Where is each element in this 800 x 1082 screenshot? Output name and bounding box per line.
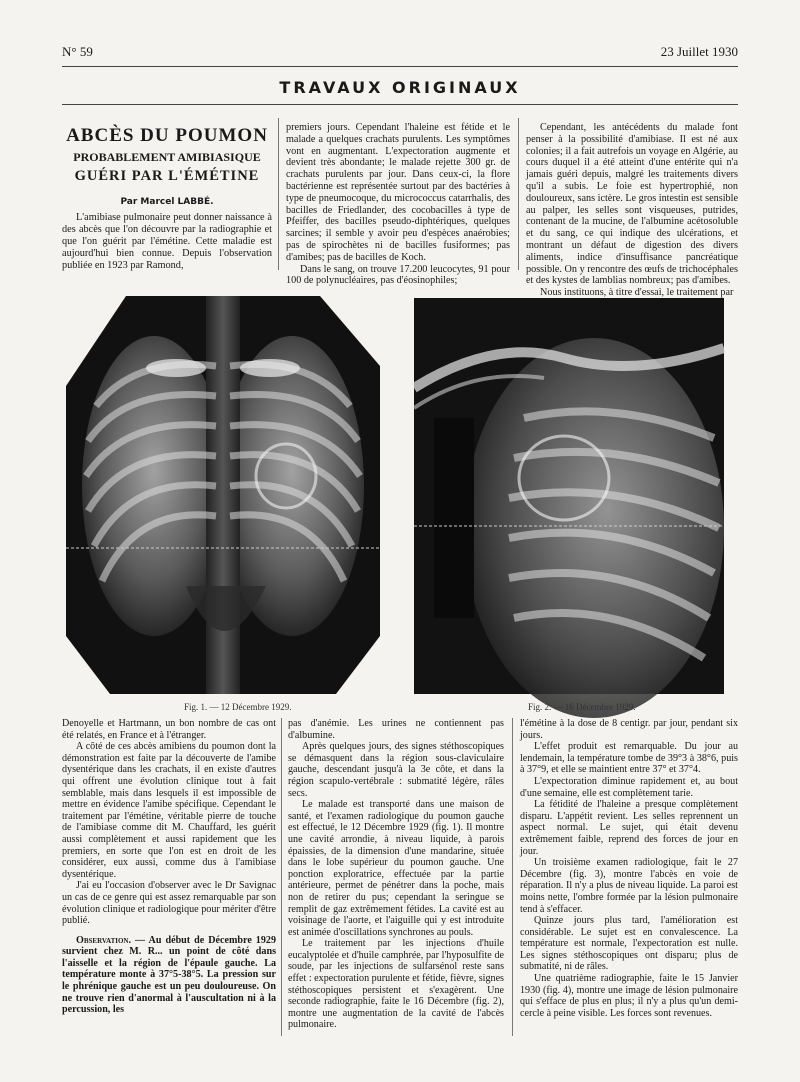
- observation-text: — Au début de Décembre 1929 survient chez M. R... un point de côté dans l'aisselle et la région de l'épaule gauche. La température monte à 37°5-38°5. La pression sur le phrénique gauche est un peu douloureuse. On ne trouve rien d'anormal à l'auscultation ni à la percussion, les: [62, 934, 276, 1016]
- top-column-1: [62, 212, 272, 270]
- paragraph: Quinze jours plus tard, l'amélioration est considérable. Le sujet est en convalescence. La température est normale, l'expectoration est nulle. Les signes stéthoscopiques ont disparu; plus de submatité, ni de râles.: [520, 915, 738, 973]
- column-divider: [512, 718, 513, 1036]
- paragraph: Un troisième examen radiologique, fait le 27 Décembre (fig. 3), montre l'abcès en voie de réparation. Il n'y a plus de niveau liquide. La paroi est moins nette, l'ombre formée par la lésion pulmonaire tend à s'effacer.: [520, 857, 738, 915]
- observation-paragraph: [62, 935, 276, 1016]
- paragraph: Après quelques jours, des signes stéthoscopiques se démasquent dans la région sous-claviculaire gauche, descendant jusqu'à la 3e côte, et dans la région scapulo-vertébrale : submatité légère, râles secs.: [288, 741, 504, 799]
- article-title: ABCÈS DU POUMON: [66, 125, 268, 146]
- running-header: [62, 44, 738, 62]
- paragraph: J'ai eu l'occasion d'observer avec le Dr Savignac un cas de ce genre qui est assez remarquable par son évolution clinique et radiologique pour mériter d'être publié.: [62, 880, 276, 927]
- paragraph: A côté de ces abcès amibiens du poumon dont la démonstration est faite par la découverte de l'amibe dysentérique dans les crachats, il en existe d'autres qui offrent une évolution clinique tout à fait semblable, mais dans lesquels il est impossible de mettre en évidence l'amibe spécifique. Cependant le traitement par l'émétine, véritable pierre de touche de l'amibiase comme dit M. Chauffard, les guérit aussi complètement et aussi rapidement que les premiers, en sorte que l'on est en droit de les considérer, eux aussi, comme dus à l'amibiase dysentérique.: [62, 741, 276, 880]
- issue-number: N° 59: [62, 44, 93, 59]
- figure-1-caption: Fig. 1. — 12 Décembre 1929.: [184, 702, 292, 712]
- top-column-2: [286, 122, 510, 287]
- section-rule: [62, 104, 738, 105]
- chest-xray-image: [66, 296, 380, 694]
- figure-2-caption: Fig. 2. — 16 Décembre 1929.: [528, 702, 636, 712]
- paragraph: Cependant, les antécédents du malade font penser à la possibilité d'amibiase. Il est né aux colonies; il a fait autrefois un voyage en Algérie, au cours duquel il a été atteint d'une entérite qui n'a jamais guéri depuis, malgré les traitements divers qu'il a subis. Le foie est hypertrophié, non douloureux, sans ictère. Le gros intestin est sensible au palper, les selles sont visqueuses, putrides, contenant de la mucine, de l'albumine acétosoluble et du sang, ce qui indique des ulcérations, et montrant un défaut de digestion des divers aliments, indice d'insuffisance pancréatique possible. On y rencontre des œufs de trichocéphales et des kystes de lamblias nombreux; pas d'amibes.: [526, 122, 738, 287]
- article-subtitle: PROBABLEMENT AMIBIASIQUE: [73, 150, 261, 164]
- column-divider: [518, 118, 519, 270]
- figure-1-radiograph: [66, 296, 380, 694]
- header-rule: [62, 66, 738, 67]
- article-title-block: [62, 125, 272, 207]
- paragraph: Le malade est transporté dans une maison de santé, et l'examen radiologique du poumon gauche est effectué, le 12 Décembre 1929 (fig. 1). Il montre une cavité arrondie, à niveau liquide, à parois épaissies, de la dimension d'une mandarine, située dans le lobe supérieur du poumon gauche. Une ponction exploratrice, effectuée par la partie antérieure, permet de pénétrer dans la poche, mais non de retirer du pus; cependant la seringue se remplit de gaz extrêmement fétides. La cavité est au voisinage de l'aorte, et l'aiguille qui y est introduite est animée d'oscillations synchrones au pouls.: [288, 799, 504, 938]
- paragraph: Dans le sang, on trouve 17.200 leucocytes, 91 pour 100 de polynucléaires, pas d'éosinophiles;: [286, 263, 510, 287]
- article-author: Par Marcel LABBÉ.: [120, 197, 214, 207]
- paragraph: pas d'anémie. Les urines ne contiennent pas d'albumine.: [288, 718, 504, 741]
- column-divider: [278, 118, 279, 270]
- paragraph: Denoyelle et Hartmann, un bon nombre de cas ont été relatés, en France et à l'étranger.: [62, 718, 276, 741]
- bottom-column-1: [62, 718, 276, 1048]
- paragraph: premiers jours. Cependant l'haleine est fétide et le malade a quelques crachats purulents. Les symptômes vont en augmentant. L'expectoration augmente et devient très abondante; le malade rejette 300 gr. de crachats purulents par jour. Dans ceux-ci, la flore bactérienne est représentée surtout par des bactéries à type de pneumocoque, du micrococcus catarrhalis, des bacilles de Friedlander, des cocobacilles à type de Pfeiffer, des bacilles pseudo-diphtériques, quelques sarcines; il semble y avoir peu d'espèces anaérobies; pas de spirochètes ni de bacilles fusiformes; pas d'amibes; pas de bacilles de Koch.: [286, 122, 510, 263]
- paragraph: L'amibiase pulmonaire peut donner naissance à des abcès que l'on découvre par la radiographie et que l'on guérit par l'émétine. Cette maladie est aujourd'hui bien connue. Depuis l'observation publiée en 1923 par Ramond,: [62, 212, 272, 271]
- paragraph: L'expectoration diminue rapidement et, au bout d'une semaine, elle est complètement tarie.: [520, 775, 738, 799]
- issue-date: 23 Juillet 1930: [660, 44, 738, 59]
- paragraph: Le traitement par les injections d'huile eucalyptolée et d'huile camphrée, par l'hyposulfite de soude, par les injections de sulfarsénol reste sans effet : expectoration purulente et fétide, fièvre, signes stéthoscopiques persistent et s'exagèrent. Une seconde radiographie, faite le 16 Décembre (fig. 2), montre une augmentation de la cavité de l'abcès pulmonaire.: [288, 938, 504, 1031]
- column-divider: [281, 718, 282, 1036]
- figure-2-radiograph: [414, 298, 724, 694]
- top-column-3: [526, 122, 738, 299]
- paragraph: L'effet produit est remarquable. Du jour au lendemain, la température tombe de 39°3 à 38°6, puis à 37°9, et elle se maintient entre 37° et 37°4.: [520, 741, 738, 776]
- observation-label: Observation.: [76, 934, 131, 946]
- paragraph: Nous instituons, à titre d'essai, le traitement par: [540, 287, 734, 299]
- paragraph: La fétidité de l'haleine a presque complètement disparu. L'appétit revient. Les selles reprennent un aspect normal. Le sujet, qui était devenu extrêmement faible, reprend des forces de jour en jour.: [520, 799, 738, 857]
- section-title: TRAVAUX ORIGINAUX: [279, 78, 521, 97]
- article-subtitle-2: GUÉRI PAR L'ÉMÉTINE: [74, 168, 260, 184]
- paragraph: l'émétine à la dose de 8 centigr. par jour, pendant six jours.: [520, 718, 738, 741]
- bottom-column-2: [288, 718, 504, 1048]
- bottom-column-3: [520, 718, 738, 1048]
- paragraph: Une quatrième radiographie, faite le 15 Janvier 1930 (fig. 4), montre une image de lésion pulmonaire qui s'efface de plus en plus; il n'y a plus qu'un demi-cercle à peine visible. Les forces sont revenues.: [520, 973, 738, 1019]
- chest-xray-image: [414, 298, 724, 694]
